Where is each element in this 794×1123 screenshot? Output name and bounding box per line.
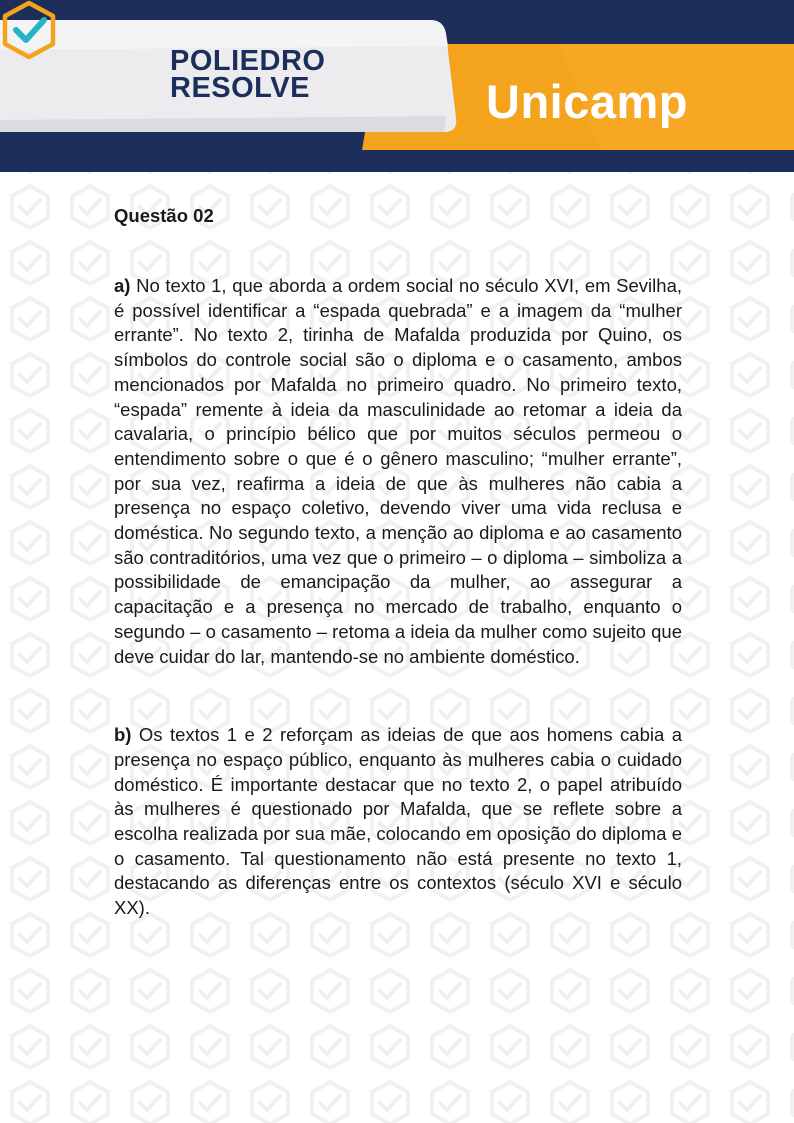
answer-b-text: Os textos 1 e 2 reforçam as ideias de que aos homens cabia a presença no espaço público, enquanto às mulheres cabia o cuidado doméstico. É importante destacar que no texto 2, o papel atribuído às mulheres é questionado por Mafalda, que se reflete sobre a escolha realizada por sua mãe, colocando em oposição do diploma e o casamento. Tal questionamento não está presente no texto 1, destacando as diferenças entre os contextos (século XVI e século XX). [114,724,682,919]
answer-b-label: b) [114,724,132,746]
answer-a [114,274,682,669]
answer-a-label: a) [114,275,131,296]
check-hexagon-icon [0,0,58,60]
header-banner [0,0,794,172]
question-content [114,205,682,975]
brand-line-1: POLIEDRO [170,45,326,77]
answer-a-text: No texto 1, que aborda a ordem social no século XVI, em Sevilha, é possível identificar a “espada quebrada” e a imagem da “mulher errante”. No texto 2, tirinha de Mafalda produzida por Quino, os símbolos do controle social são o diploma e o casamento, ambos mencionados por Mafalda no primeiro quadro. No primeiro texto, “espada” remente à ideia da masculinidade ao retomar a ideia da cavalaria, o princípio bélico que por muitos séculos permeou o entendimento sobre o que é o gênero masculino; “mulher errante”, por sua vez, reafirma a ideia de que às mulheres não cabia a presença no espaço coletivo, devendo viver uma vida reclusa e doméstica. No segundo texto, a menção ao diploma e ao casamento são contraditórios, uma vez que o primeiro – o diploma – simboliza a possibilidade de emancipação da mulher, ao assegurar a capacitação e a presença no mercado de trabalho, enquanto o segundo – o casamento – retoma a ideia da mulher como sujeito que deve cuidar do lar, mantendo-se no ambiente doméstico. [114,275,682,667]
exam-name: Unicamp [486,75,688,128]
brand-line-2: RESOLVE [170,72,310,104]
question-title: Questão 02 [114,205,214,226]
brand-logo-text [170,45,326,104]
answer-b [114,723,682,921]
